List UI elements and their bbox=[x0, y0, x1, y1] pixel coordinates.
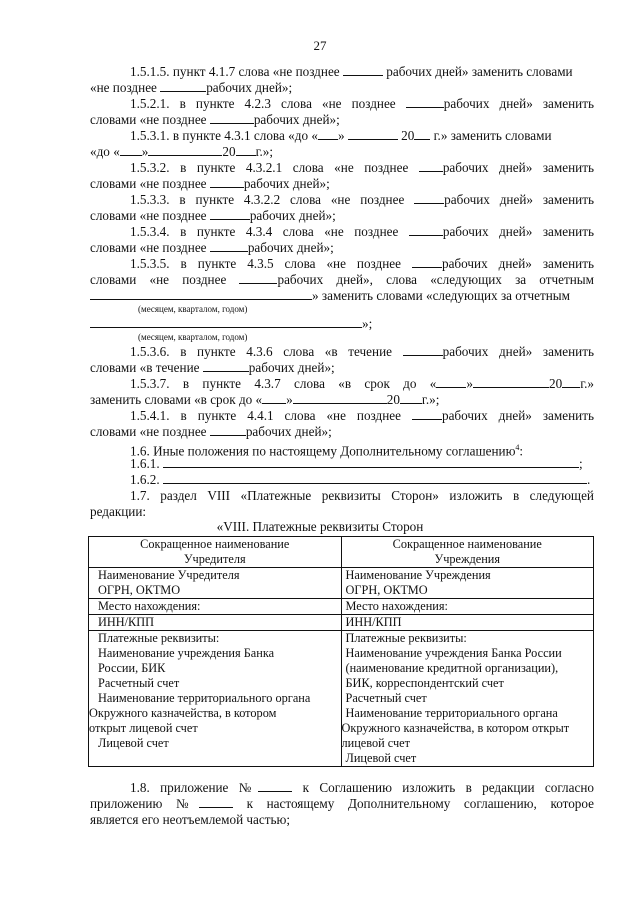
item-5-line-2: словами «не позднее рабочих дней»; bbox=[90, 208, 336, 223]
item-2-line-2: словами «не позднее рабочих дней»; bbox=[90, 112, 340, 127]
page-number: 27 bbox=[313, 38, 327, 53]
item-2-line-1: 1.5.2.1. в пункте 4.2.3 слова «не позднее рабочих дней» заменить bbox=[130, 96, 595, 111]
section-1-7-line-2: редакции: bbox=[90, 504, 147, 519]
section-1-8-line-3: является его неотъемлемой частью; bbox=[90, 812, 291, 827]
item-7-caption-2: (месяцем, кварталом, годом) bbox=[138, 332, 248, 342]
founder-name-cell: Наименование Учредителя ОГРН, ОКТМО bbox=[89, 568, 342, 599]
section-1-6-2: 1.6.2. . bbox=[130, 472, 591, 487]
table-header-row bbox=[89, 537, 594, 568]
table-row bbox=[89, 631, 594, 767]
founder-payment-cell: Платежные реквизиты: Наименование учреждения Банка России, БИК Расчетный счет Наименование территориального органа Окружного казначейства, в котором открыт лицевой счет Лицевой счет bbox=[89, 631, 342, 767]
table-title: «VIII. Платежные реквизиты Сторон bbox=[216, 519, 424, 534]
section-1-6: 1.6. Иные положения по настоящему Дополнительному соглашению$^4$: bbox=[130, 443, 524, 459]
section-1-7-line-1: 1.7. раздел VIII «Платежные реквизиты Сторон» изложить в следующей bbox=[130, 488, 594, 503]
item-7-line-1: 1.5.3.5. в пункте 4.3.5 слова «не позднее рабочих дней» заменить bbox=[130, 256, 594, 271]
table-row bbox=[89, 568, 594, 599]
item-6-line-1: 1.5.3.4. в пункте 4.3.4 слова «не позднее рабочих дней» заменить bbox=[130, 224, 595, 239]
item-1-line-2: «не позднее рабочих дней»; bbox=[90, 80, 293, 95]
table-row bbox=[89, 615, 594, 631]
item-1-line-1: 1.5.1.5. пункт 4.1.7 слова «не позднее рабочих дней» заменить словами bbox=[130, 64, 573, 79]
item-7-caption-1: (месяцем, кварталом, годом) bbox=[138, 304, 248, 314]
institution-name-cell: Наименование Учреждения ОГРН, ОКТМО bbox=[341, 568, 594, 599]
item-7-line-3: » заменить словами «следующих за отчетным bbox=[90, 288, 594, 304]
item-10-line-2: словами «не позднее рабочих дней»; bbox=[90, 424, 332, 439]
item-9-line-2: заменить словами «в срок до « » 20 г.»; bbox=[90, 392, 440, 407]
item-6-line-2: словами «не позднее рабочих дней»; bbox=[90, 240, 334, 255]
item-8-line-2: словами «в течение рабочих дней»; bbox=[90, 360, 335, 375]
institution-location-cell: Место нахождения: bbox=[341, 599, 594, 615]
item-9-line-1: 1.5.3.7. в пункте 4.3.7 слова «в срок до « » 20 г.» bbox=[130, 376, 594, 391]
table-row bbox=[89, 599, 594, 615]
section-1-6-1: 1.6.1. ; bbox=[130, 456, 583, 471]
item-7-line-2: словами «не позднее рабочих дней», слова «следующих за отчетным bbox=[90, 272, 595, 287]
section-1-8-line-2: приложению № к настоящему Дополнительному соглашению, которое bbox=[90, 796, 595, 811]
item-5-line-1: 1.5.3.3. в пункте 4.3.2.2 слова «не позднее рабочих дней» заменить bbox=[130, 192, 594, 207]
item-7-line-4: »; bbox=[90, 316, 594, 332]
item-3-line-2: «до « » 20 г.»; bbox=[90, 144, 274, 159]
item-10-line-1: 1.5.4.1. в пункте 4.4.1 слова «не позднее рабочих дней» заменить bbox=[130, 408, 594, 423]
founder-location-cell: Место нахождения: bbox=[89, 599, 342, 615]
header-institution: Сокращенное наименование Учреждения bbox=[341, 537, 594, 568]
item-8-line-1: 1.5.3.6. в пункте 4.3.6 слова «в течение рабочих дней» заменить bbox=[130, 344, 595, 359]
requisites-table bbox=[88, 536, 594, 767]
founder-inn-cell: ИНН/КПП bbox=[89, 615, 342, 631]
institution-payment-cell: Платежные реквизиты: Наименование учреждения Банка России (наименование кредитной организации), БИК, корреспондентский счет Расчетный счет Наименование территориального органа Окружного казначейства, в котором открыт лицевой счет Лицевой счет bbox=[341, 631, 594, 767]
item-4-line-1: 1.5.3.2. в пункте 4.3.2.1 слова «не позднее рабочих дней» заменить bbox=[130, 160, 594, 175]
header-founder: Сокращенное наименование Учредителя bbox=[89, 537, 342, 568]
section-1-8-line-1: 1.8. приложение № к Соглашению изложить в редакции согласно bbox=[130, 780, 594, 795]
item-3-line-1: 1.5.3.1. в пункте 4.3.1 слова «до « » 20 г.» заменить словами bbox=[130, 128, 552, 143]
institution-inn-cell: ИНН/КПП bbox=[341, 615, 594, 631]
item-4-line-2: словами «не позднее рабочих дней»; bbox=[90, 176, 330, 191]
